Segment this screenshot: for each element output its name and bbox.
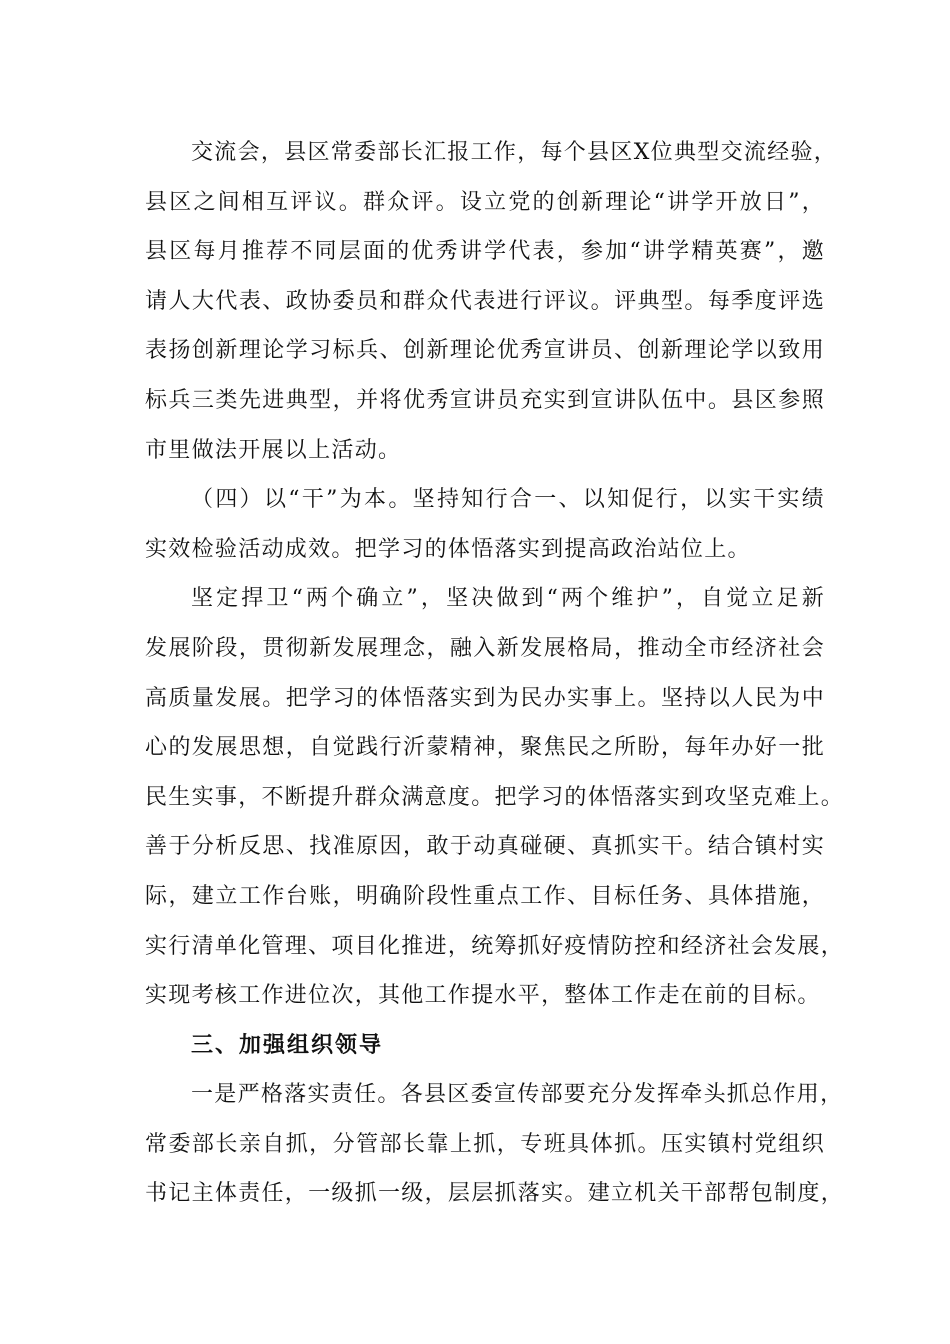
section-heading: 三、加强组织领导 xyxy=(191,1032,384,1058)
paragraph-line: 民生实事，不断提升群众满意度。把学习的体悟落实到攻坚克难上。 xyxy=(145,784,845,810)
paragraph-line: 实行清单化管理、项目化推进，统筹抓好疫情防控和经济社会发展， xyxy=(145,933,845,959)
paragraph-line: （四）以“干”为本。坚持知行合一、以知促行，以实干实绩 xyxy=(191,487,825,513)
paragraph-line: 坚定捍卫“两个确立”，坚决做到“两个维护”，自觉立足新 xyxy=(191,586,825,612)
document-body xyxy=(145,128,845,1219)
paragraph-line: 表扬创新理论学习标兵、创新理论优秀宣讲员、创新理论学以致用 xyxy=(145,338,825,364)
paragraph-line: 县区每月推荐不同层面的优秀讲学代表，参加“讲学精英赛”，邀 xyxy=(145,239,825,265)
paragraph-line: 发展阶段，贯彻新发展理念，融入新发展格局，推动全市经济社会 xyxy=(145,635,825,661)
paragraph-line: 常委部长亲自抓，分管部长靠上抓，专班具体抓。压实镇村党组织 xyxy=(145,1131,825,1157)
paragraph-line: 实现考核工作进位次，其他工作提水平，整体工作走在前的目标。 xyxy=(145,983,821,1009)
paragraph-line: 请人大代表、政协委员和群众代表进行评议。评典型。每季度评选 xyxy=(145,288,825,314)
paragraph-line: 实效检验活动成效。把学习的体悟落实到提高政治站位上。 xyxy=(145,536,751,562)
paragraph-line: 书记主体责任，一级抓一级，层层抓落实。建立机关干部帮包制度， xyxy=(145,1181,845,1207)
paragraph-line: 交流会，县区常委部长汇报工作，每个县区X位典型交流经验， xyxy=(191,140,838,165)
paragraph-line: 标兵三类先进典型，并将优秀宣讲员充实到宣讲队伍中。县区参照 xyxy=(145,387,825,413)
paragraph-line: 善于分析反思、找准原因，敢于动真碰硬、真抓实干。结合镇村实 xyxy=(145,834,825,860)
paragraph-line: 一是严格落实责任。各县区委宣传部要充分发挥牵头抓总作用， xyxy=(191,1082,844,1108)
paragraph-line: 心的发展思想，自觉践行沂蒙精神，聚焦民之所盼，每年办好一批 xyxy=(145,735,825,761)
paragraph-line: 市里做法开展以上活动。 xyxy=(145,437,402,463)
paragraph-line: 县区之间相互评议。群众评。设立党的创新理论“讲学开放日”， xyxy=(145,189,825,215)
paragraph-line: 际，建立工作台账，明确阶段性重点工作、目标任务、具体措施， xyxy=(145,883,825,909)
paragraph-line: 高质量发展。把学习的体悟落实到为民办实事上。坚持以人民为中 xyxy=(145,685,825,711)
